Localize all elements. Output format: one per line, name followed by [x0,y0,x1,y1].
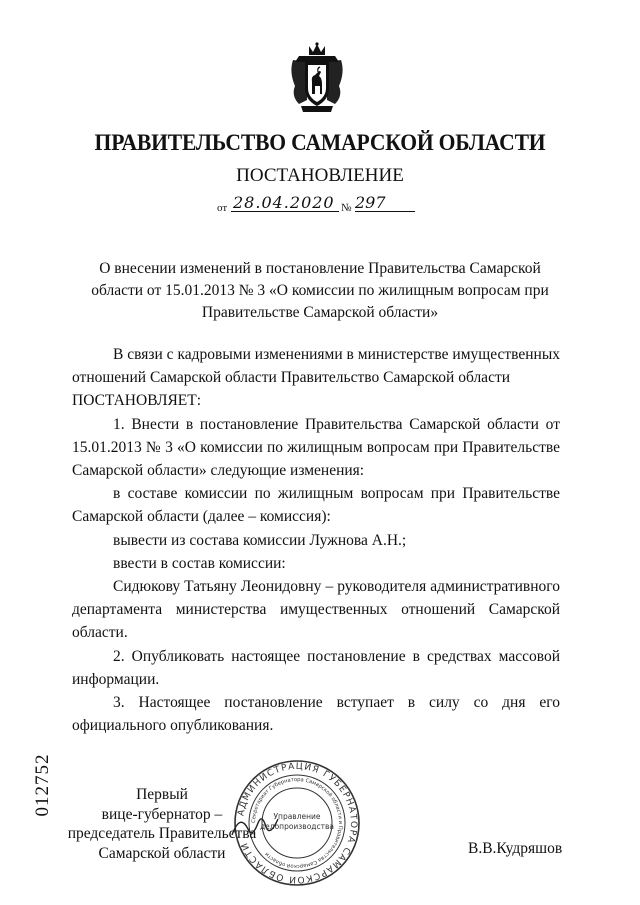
stamp-center-line1: Управление [273,812,321,821]
signatory-line: Самарской области [98,844,226,862]
serial-number: 012752 [32,753,53,817]
stamp-inner-text: Секретариат Губернатора Самарской области и Правительства Самарской области [250,776,344,870]
document-number: 297 [355,193,386,212]
number-prefix: № [341,202,352,214]
document-body [72,343,560,737]
paragraph: Сидюкову Татьяну Леонидовну – руководителя административного департамента министерства имущественных отношений Самарской области. [72,578,560,642]
date-number-line [215,193,425,215]
document-type: ПОСТАНОВЛЕНИЕ [236,165,404,186]
signatory-line: председатель Правительства [67,825,257,842]
organization-title: ПРАВИТЕЛЬСТВО САМАРСКОЙ ОБЛАСТИ [94,130,546,155]
number-underline [355,211,415,212]
document-date: 28.04.2020 [233,193,335,212]
samara-coat-of-arms-icon [287,42,347,114]
date-underline [231,211,339,212]
paragraph: 2. Опубликовать настоящее постановление в средствах массовой информации. [72,647,560,688]
paragraph: 1. Внести в постановление Правительства Самарской области от 15.01.2013 № 3 «О комиссии по жилищным вопросам при Правительстве Самарской области» следующие изменения: [72,415,560,480]
stamp-center-line2: делопроизводства [259,822,335,831]
signatory-line: Первый [136,786,188,803]
date-prefix: от [217,202,228,214]
paragraph: 3. Настоящее постановление вступает в силу со дня его официального опубликования. [72,694,560,735]
signatory-name: В.В.Кудряшов [468,840,563,857]
stamp-outer-text: АДМИНИСТРАЦИЯ ГУБЕРНАТОРА САМАРСКОЙ ОБЛАСТИ [236,761,359,885]
paragraph: ввести в состав комиссии: [113,554,286,572]
handwritten-signature [228,805,288,845]
paragraph: вывести из состава комиссии Лужнова А.Н.; [113,531,407,549]
paragraph: В связи с кадровыми изменениями в министерстве имущественных отношений Самарской области Правительство Самарской области [72,346,560,387]
paragraph-resolves: ПОСТАНОВЛЯЕТ: [72,392,202,410]
paragraph: в составе комиссии по жилищным вопросам при Правительстве Самарской области (далее – комиссия): [72,485,560,526]
document-heading: О внесении изменений в постановление Правительства Самарской области от 15.01.2013 № 3 «О комиссии по жилищным вопросам при Правительстве Самарской области» [91,260,549,321]
signatory-line: вице-губернатор – [101,805,223,823]
